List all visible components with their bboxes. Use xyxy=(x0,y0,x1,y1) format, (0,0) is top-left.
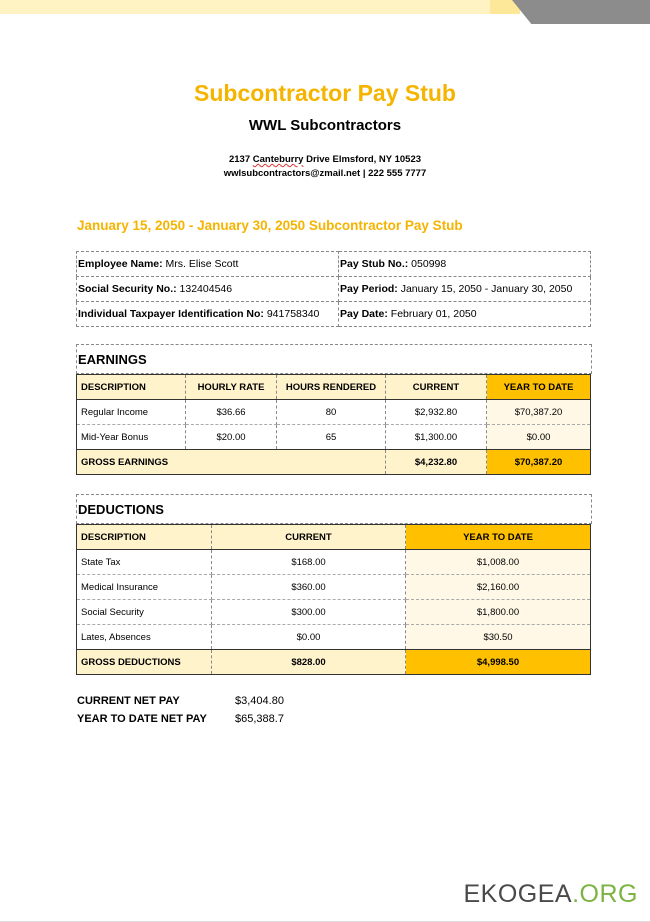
col-hours-rendered: HOURS RENDERED xyxy=(277,375,386,400)
top-accent-bar-light xyxy=(0,0,490,14)
earnings-table xyxy=(76,374,591,475)
earnings-heading: EARNINGS xyxy=(76,344,592,374)
col-description: DESCRIPTION xyxy=(77,375,186,400)
deductions-heading: DEDUCTIONS xyxy=(76,494,592,524)
employee-name-cell: Employee Name: Mrs. Elise Scott xyxy=(77,252,339,277)
company-address: 2137 Canteburry Drive Elmsford, NY 10523 wwlsubcontractors@zmail.net | 222 555 7777 xyxy=(0,153,650,181)
stub-no-cell: Pay Stub No.: 050998 xyxy=(339,252,591,277)
table-row: Social Security $300.00 $1,800.00 xyxy=(77,600,591,625)
company-contact: wwlsubcontractors@zmail.net | 222 555 7777 xyxy=(223,168,427,179)
pay-period-heading: January 15, 2050 - January 30, 2050 Subcontractor Pay Stub xyxy=(77,218,463,233)
employee-info-table xyxy=(76,251,591,327)
table-row: Regular Income $36.66 80 $2,932.80 $70,387.20 xyxy=(77,400,591,425)
col-description: DESCRIPTION xyxy=(77,525,212,550)
col-year-to-date: YEAR TO DATE xyxy=(406,525,591,550)
document-title: Subcontractor Pay Stub xyxy=(194,80,456,106)
gross-earnings-row: GROSS EARNINGS $4,232.80 $70,387.20 xyxy=(77,450,591,475)
company-name: WWL Subcontractors xyxy=(248,117,402,134)
table-row: Lates, Absences $0.00 $30.50 xyxy=(77,625,591,650)
pay-period-cell: Pay Period: January 15, 2050 - January 30, 2050 xyxy=(339,277,591,302)
table-row: State Tax $168.00 $1,008.00 xyxy=(77,550,591,575)
col-current: CURRENT xyxy=(212,525,406,550)
table-row: Medical Insurance $360.00 $2,160.00 xyxy=(77,575,591,600)
col-current: CURRENT xyxy=(386,375,487,400)
pay-date-cell: Pay Date: February 01, 2050 xyxy=(339,302,591,327)
itin-cell: Individual Taxpayer Identification No: 941758340 xyxy=(77,302,339,327)
table-row: Mid-Year Bonus $20.00 65 $1,300.00 $0.00 xyxy=(77,425,591,450)
col-hourly-rate: HOURLY RATE xyxy=(186,375,277,400)
top-gray-tab xyxy=(512,0,650,24)
ekogea-logo: EKOGEA.ORG xyxy=(463,880,638,908)
deductions-table xyxy=(76,524,591,675)
gross-deductions-row: GROSS DEDUCTIONS $828.00 $4,998.50 xyxy=(77,650,591,675)
ssn-cell: Social Security No.: 132404546 xyxy=(77,277,339,302)
col-year-to-date: YEAR TO DATE xyxy=(487,375,591,400)
